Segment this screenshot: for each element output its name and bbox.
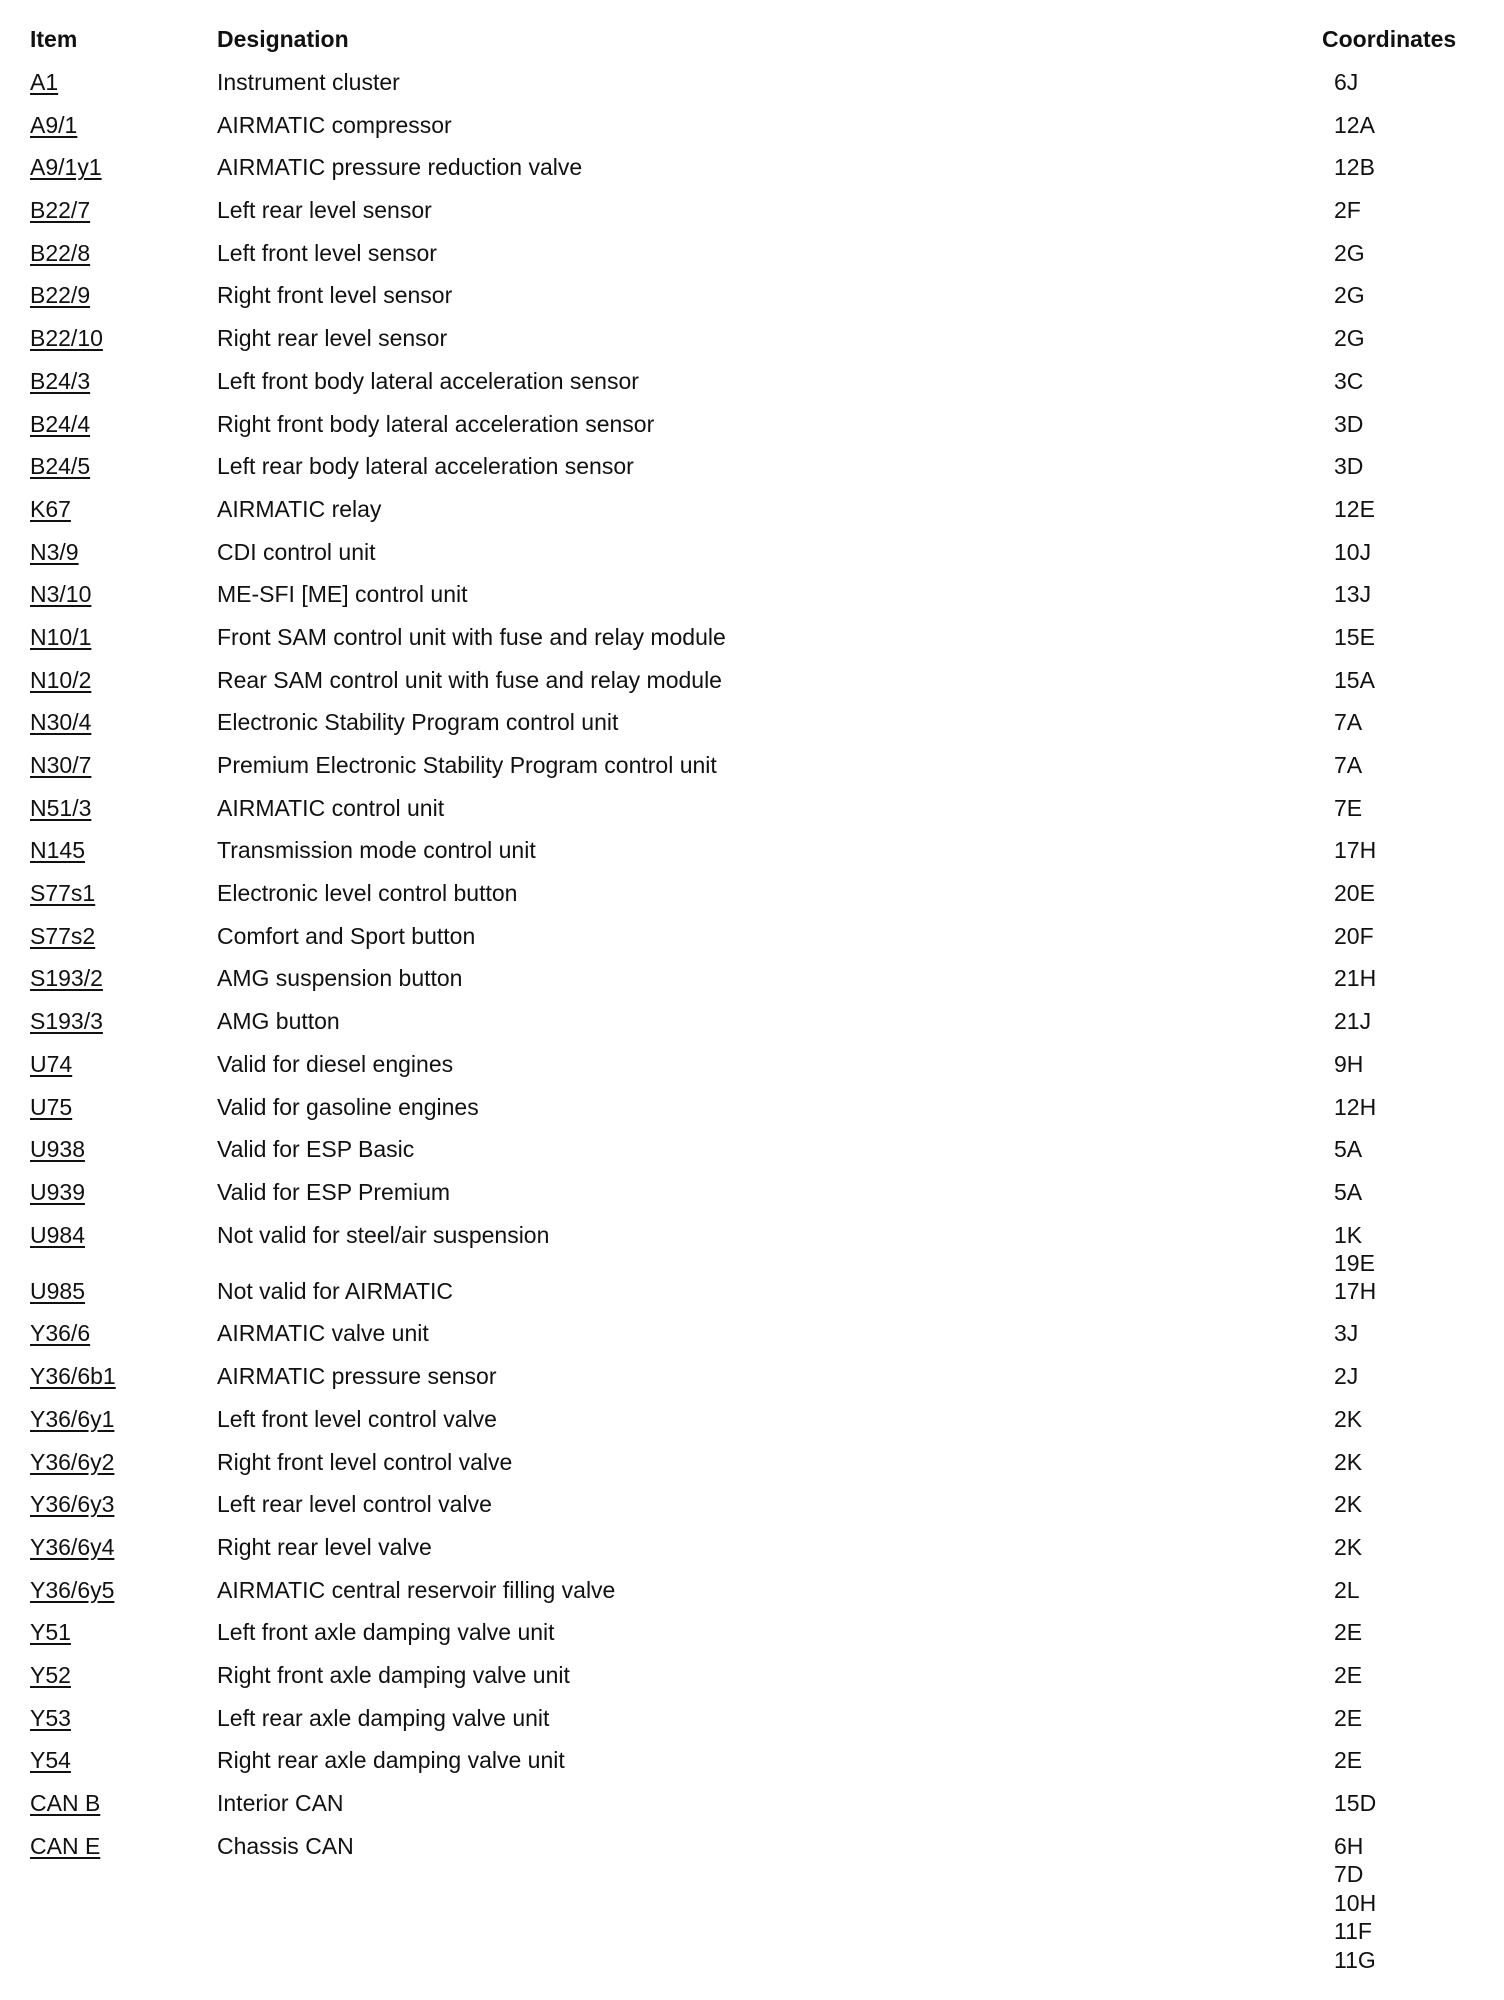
coordinate-value: 21J xyxy=(1334,1008,1372,1035)
coordinate-value: 2E xyxy=(1334,1661,1363,1688)
coordinate-value: 9H xyxy=(1334,1050,1364,1077)
coordinates-cell xyxy=(1334,623,1375,652)
coordinate-value: 6H xyxy=(1334,1832,1364,1859)
table-row xyxy=(0,704,1504,747)
coordinate-value: 12E xyxy=(1334,495,1375,522)
designation-text: Premium Electronic Stability Program control unit xyxy=(217,752,717,778)
table-row xyxy=(0,363,1504,406)
coordinates-cell xyxy=(1334,1405,1362,1434)
table-row xyxy=(0,1785,1504,1828)
item-link[interactable]: U984 xyxy=(30,1221,85,1248)
designation-text: Instrument cluster xyxy=(217,69,400,95)
designation-text: Front SAM control unit with fuse and relay module xyxy=(217,623,726,650)
coordinate-value: 5A xyxy=(1334,1136,1363,1163)
item-link[interactable]: B22/9 xyxy=(30,282,91,309)
table-row xyxy=(0,149,1504,192)
item-link[interactable]: B24/4 xyxy=(30,410,91,437)
designation-text: Right front level control valve xyxy=(217,1448,513,1475)
designation-text: AIRMATIC valve unit xyxy=(217,1320,429,1347)
designation-text: Right rear axle damping valve unit xyxy=(217,1747,565,1774)
item-link[interactable]: U938 xyxy=(30,1136,85,1163)
item-link[interactable]: S77s2 xyxy=(30,922,96,949)
coordinate-value: 21H xyxy=(1334,965,1377,992)
coordinate-value: 7A xyxy=(1334,709,1363,736)
designation-text: Rear SAM control unit with fuse and relay module xyxy=(217,666,722,693)
table-row xyxy=(0,64,1504,107)
coordinates-cell xyxy=(1334,1576,1360,1605)
coordinates-cell xyxy=(1334,1221,1375,1278)
designation-text: Valid for gasoline engines xyxy=(217,1093,479,1120)
item-link[interactable]: U74 xyxy=(30,1050,73,1077)
designation-text: Right front body lateral acceleration sensor xyxy=(217,410,655,437)
designation-text: Valid for diesel engines xyxy=(217,1050,454,1077)
coordinates-cell xyxy=(1334,1789,1376,1818)
coordinates-cell xyxy=(1334,410,1363,439)
coordinate-value: 20F xyxy=(1334,922,1374,949)
designation-text: AMG suspension button xyxy=(217,965,463,992)
coordinate-value: 19E xyxy=(1334,1250,1375,1277)
designation-text: Comfort and Sport button xyxy=(217,922,476,949)
coordinates-cell xyxy=(1334,495,1375,524)
table-row xyxy=(0,491,1504,534)
table-row xyxy=(0,1572,1504,1615)
coordinates-cell xyxy=(1334,1533,1362,1562)
item-link[interactable]: N10/1 xyxy=(30,623,92,650)
table-row xyxy=(0,448,1504,491)
coordinates-cell xyxy=(1334,1704,1362,1733)
coordinate-value: 3D xyxy=(1334,410,1364,437)
coordinates-cell xyxy=(1334,1661,1362,1690)
item-link[interactable]: Y52 xyxy=(30,1661,71,1688)
designation-text: Interior CAN xyxy=(217,1790,344,1816)
item-link[interactable]: B22/7 xyxy=(30,197,91,224)
table-row xyxy=(0,1273,1504,1316)
designation-text: Not valid for steel/air suspension xyxy=(217,1221,550,1248)
item-link[interactable]: S77s1 xyxy=(30,880,96,907)
item-link[interactable]: S193/2 xyxy=(30,965,103,992)
coordinates-cell xyxy=(1334,367,1363,396)
coordinate-value: 2J xyxy=(1334,1363,1359,1390)
designation-text: Left rear axle damping valve unit xyxy=(217,1704,550,1731)
item-link[interactable]: B22/8 xyxy=(30,239,91,266)
coordinates-cell xyxy=(1334,153,1375,182)
item-link[interactable]: CAN E xyxy=(30,1832,101,1859)
item-link[interactable]: Y36/6y4 xyxy=(30,1533,115,1560)
coordinates-cell xyxy=(1334,922,1374,951)
coordinate-value: 12A xyxy=(1334,111,1375,138)
item-link[interactable]: B22/10 xyxy=(30,325,103,352)
coordinate-value: 2K xyxy=(1334,1491,1363,1518)
coordinate-value: 7A xyxy=(1334,752,1363,778)
table-row xyxy=(0,1131,1504,1174)
coordinates-cell xyxy=(1334,281,1365,310)
coordinate-value: 17H xyxy=(1334,1277,1377,1304)
designation-text: Electronic Stability Program control unit xyxy=(217,709,619,736)
item-link[interactable]: Y36/6 xyxy=(30,1320,91,1347)
table-row xyxy=(0,534,1504,577)
designation-text: Left rear level sensor xyxy=(217,197,432,224)
designation-text: Left rear body lateral acceleration sensor xyxy=(217,453,634,480)
coordinate-value: 10J xyxy=(1334,538,1372,565)
column-header-coordinates: Coordinates xyxy=(1322,26,1457,52)
item-link[interactable]: N3/9 xyxy=(30,538,79,565)
coordinate-value: 12H xyxy=(1334,1093,1377,1120)
coordinate-value: 15E xyxy=(1334,623,1375,650)
designation-text: Right front level sensor xyxy=(217,282,453,309)
table-row xyxy=(0,576,1504,619)
coordinate-value: 2E xyxy=(1334,1747,1363,1774)
designation-text: Left rear level control valve xyxy=(217,1491,492,1518)
table-row xyxy=(0,235,1504,278)
item-link[interactable]: Y36/6y1 xyxy=(30,1405,115,1432)
item-link[interactable]: B24/5 xyxy=(30,453,91,480)
item-link[interactable]: Y36/6y3 xyxy=(30,1491,115,1518)
table-row xyxy=(0,1529,1504,1572)
coordinates-cell xyxy=(1334,1319,1358,1348)
item-link[interactable]: N3/10 xyxy=(30,581,92,608)
coordinate-value: 2G xyxy=(1334,239,1365,266)
coordinate-value: 17H xyxy=(1334,837,1377,864)
table-row xyxy=(0,1046,1504,1089)
item-link[interactable]: Y53 xyxy=(30,1704,71,1731)
coordinates-cell xyxy=(1334,1135,1362,1164)
table-row xyxy=(0,790,1504,833)
item-link[interactable]: CAN B xyxy=(30,1790,101,1816)
column-header-designation: Designation xyxy=(217,26,349,52)
coordinates-cell xyxy=(1334,1093,1376,1122)
designation-text: AIRMATIC compressor xyxy=(217,111,452,138)
coordinates-cell xyxy=(1334,1448,1362,1477)
coordinates-cell xyxy=(1334,964,1376,993)
designation-text: Not valid for AIRMATIC xyxy=(217,1277,454,1304)
table-row xyxy=(0,832,1504,875)
item-link[interactable]: K67 xyxy=(30,495,71,522)
item-link[interactable]: U939 xyxy=(30,1178,85,1205)
coordinates-cell xyxy=(1334,879,1375,908)
coordinates-cell xyxy=(1334,1490,1362,1519)
item-link[interactable]: Y36/6b1 xyxy=(30,1363,116,1390)
item-link[interactable]: N145 xyxy=(30,837,85,864)
coordinate-value: 2K xyxy=(1334,1405,1363,1432)
table-row xyxy=(0,1174,1504,1217)
coordinates-cell xyxy=(1334,1618,1362,1647)
table-row xyxy=(0,1315,1504,1358)
designation-text: Left front axle damping valve unit xyxy=(217,1619,555,1646)
table-row xyxy=(0,1700,1504,1743)
designation-text: Right front axle damping valve unit xyxy=(217,1661,570,1688)
coordinate-value: 6J xyxy=(1334,69,1359,95)
coordinates-cell xyxy=(1334,1007,1371,1036)
table-row xyxy=(0,662,1504,705)
designation-text: AIRMATIC central reservoir filling valve xyxy=(217,1576,616,1603)
coordinates-cell xyxy=(1334,836,1376,865)
coordinate-value: 2G xyxy=(1334,282,1365,309)
coordinates-cell xyxy=(1334,1832,1376,1975)
table-row xyxy=(0,1401,1504,1444)
coordinates-cell xyxy=(1334,1277,1376,1306)
coordinate-value: 7D xyxy=(1334,1861,1364,1888)
table-row xyxy=(0,1003,1504,1046)
coordinate-value: 12B xyxy=(1334,154,1375,181)
coordinates-cell xyxy=(1334,1050,1363,1079)
table-row xyxy=(0,1657,1504,1700)
designation-text: AIRMATIC relay xyxy=(217,495,382,522)
coordinate-value: 3J xyxy=(1334,1320,1359,1347)
coordinate-value: 3D xyxy=(1334,453,1364,480)
designation-text: AIRMATIC pressure reduction valve xyxy=(217,154,583,181)
coordinate-value: 15D xyxy=(1334,1790,1377,1816)
coordinate-value: 2E xyxy=(1334,1619,1363,1646)
coordinates-cell xyxy=(1334,580,1371,609)
item-link[interactable]: N51/3 xyxy=(30,794,92,821)
table-row xyxy=(0,747,1504,790)
coordinate-value: 2K xyxy=(1334,1533,1363,1560)
coordinates-cell xyxy=(1334,1746,1362,1775)
table-row xyxy=(0,406,1504,449)
table-row xyxy=(0,192,1504,235)
item-link[interactable]: B24/3 xyxy=(30,367,91,394)
designation-text: Valid for ESP Premium xyxy=(217,1178,451,1205)
item-link[interactable]: U75 xyxy=(30,1093,73,1120)
coordinates-cell xyxy=(1334,1178,1362,1207)
item-link[interactable]: A1 xyxy=(30,69,59,95)
item-link[interactable]: N30/7 xyxy=(30,752,92,778)
item-link[interactable]: Y51 xyxy=(30,1619,71,1646)
table-row xyxy=(0,1614,1504,1657)
designation-text: Left front body lateral acceleration sensor xyxy=(217,367,639,394)
table-row xyxy=(0,619,1504,662)
table-row xyxy=(0,960,1504,1003)
designation-text: Left front level control valve xyxy=(217,1405,497,1432)
table-row xyxy=(0,277,1504,320)
table-row xyxy=(0,1486,1504,1529)
coordinate-value: 2E xyxy=(1334,1704,1363,1731)
table-row xyxy=(0,107,1504,150)
item-link[interactable]: A9/1 xyxy=(30,111,78,138)
item-link[interactable]: Y36/6y5 xyxy=(30,1576,115,1603)
coordinates-cell xyxy=(1334,538,1371,567)
coordinates-cell xyxy=(1334,666,1375,695)
designation-text: ME-SFI [ME] control unit xyxy=(217,581,468,608)
table-row xyxy=(0,1444,1504,1487)
item-link[interactable]: Y54 xyxy=(30,1747,71,1774)
coordinate-value: 5A xyxy=(1334,1178,1363,1205)
designation-text: CDI control unit xyxy=(217,538,376,565)
coordinates-cell xyxy=(1334,239,1365,268)
table-row xyxy=(0,1089,1504,1132)
coordinate-value: 15A xyxy=(1334,666,1375,693)
coordinate-value: 13J xyxy=(1334,581,1372,608)
designation-text: Right rear level sensor xyxy=(217,325,448,352)
designation-text: Chassis CAN xyxy=(217,1832,354,1859)
coordinate-value: 2G xyxy=(1334,325,1365,352)
designation-text: AIRMATIC control unit xyxy=(217,794,445,821)
coordinates-cell xyxy=(1334,794,1362,823)
designation-text: Valid for ESP Basic xyxy=(217,1136,415,1163)
coordinate-value: 11F xyxy=(1334,1918,1372,1945)
designation-text: AIRMATIC pressure sensor xyxy=(217,1363,497,1390)
coordinate-value: 20E xyxy=(1334,880,1375,907)
coordinates-cell xyxy=(1334,708,1362,737)
column-header-item: Item xyxy=(30,26,78,52)
designation-text: Transmission mode control unit xyxy=(217,837,536,864)
coordinate-value: 10H xyxy=(1334,1889,1377,1916)
coordinates-cell xyxy=(1334,1362,1358,1391)
coordinate-value: 11G xyxy=(1334,1946,1376,1973)
coordinate-value: 7E xyxy=(1334,794,1363,821)
coordinates-cell xyxy=(1334,196,1361,225)
item-link[interactable]: N30/4 xyxy=(30,709,92,736)
coordinate-value: 2F xyxy=(1334,197,1361,224)
coordinates-cell xyxy=(1334,751,1362,780)
table-row xyxy=(0,1217,1504,1277)
coordinate-value: 3C xyxy=(1334,367,1364,394)
table-row xyxy=(0,918,1504,961)
table-header xyxy=(0,26,1504,60)
table-row xyxy=(0,1358,1504,1401)
item-link[interactable]: S193/3 xyxy=(30,1008,103,1035)
designation-text: AMG button xyxy=(217,1008,340,1035)
coordinate-value: 1K xyxy=(1334,1221,1363,1248)
coordinates-cell xyxy=(1334,111,1375,140)
coordinates-cell xyxy=(1334,68,1358,97)
item-link[interactable]: Y36/6y2 xyxy=(30,1448,115,1475)
component-table xyxy=(0,64,1504,1984)
table-row xyxy=(0,875,1504,918)
table-row xyxy=(0,320,1504,363)
designation-text: Right rear level valve xyxy=(217,1533,432,1560)
item-link[interactable]: N10/2 xyxy=(30,666,92,693)
item-link[interactable]: U985 xyxy=(30,1277,85,1304)
designation-text: Electronic level control button xyxy=(217,880,518,907)
coordinates-cell xyxy=(1334,452,1363,481)
designation-text: Left front level sensor xyxy=(217,239,437,266)
table-row xyxy=(0,1828,1504,1985)
table-row xyxy=(0,1742,1504,1785)
item-link[interactable]: A9/1y1 xyxy=(30,154,102,181)
coordinate-value: 2K xyxy=(1334,1448,1363,1475)
coordinates-cell xyxy=(1334,324,1365,353)
coordinate-value: 2L xyxy=(1334,1576,1360,1603)
